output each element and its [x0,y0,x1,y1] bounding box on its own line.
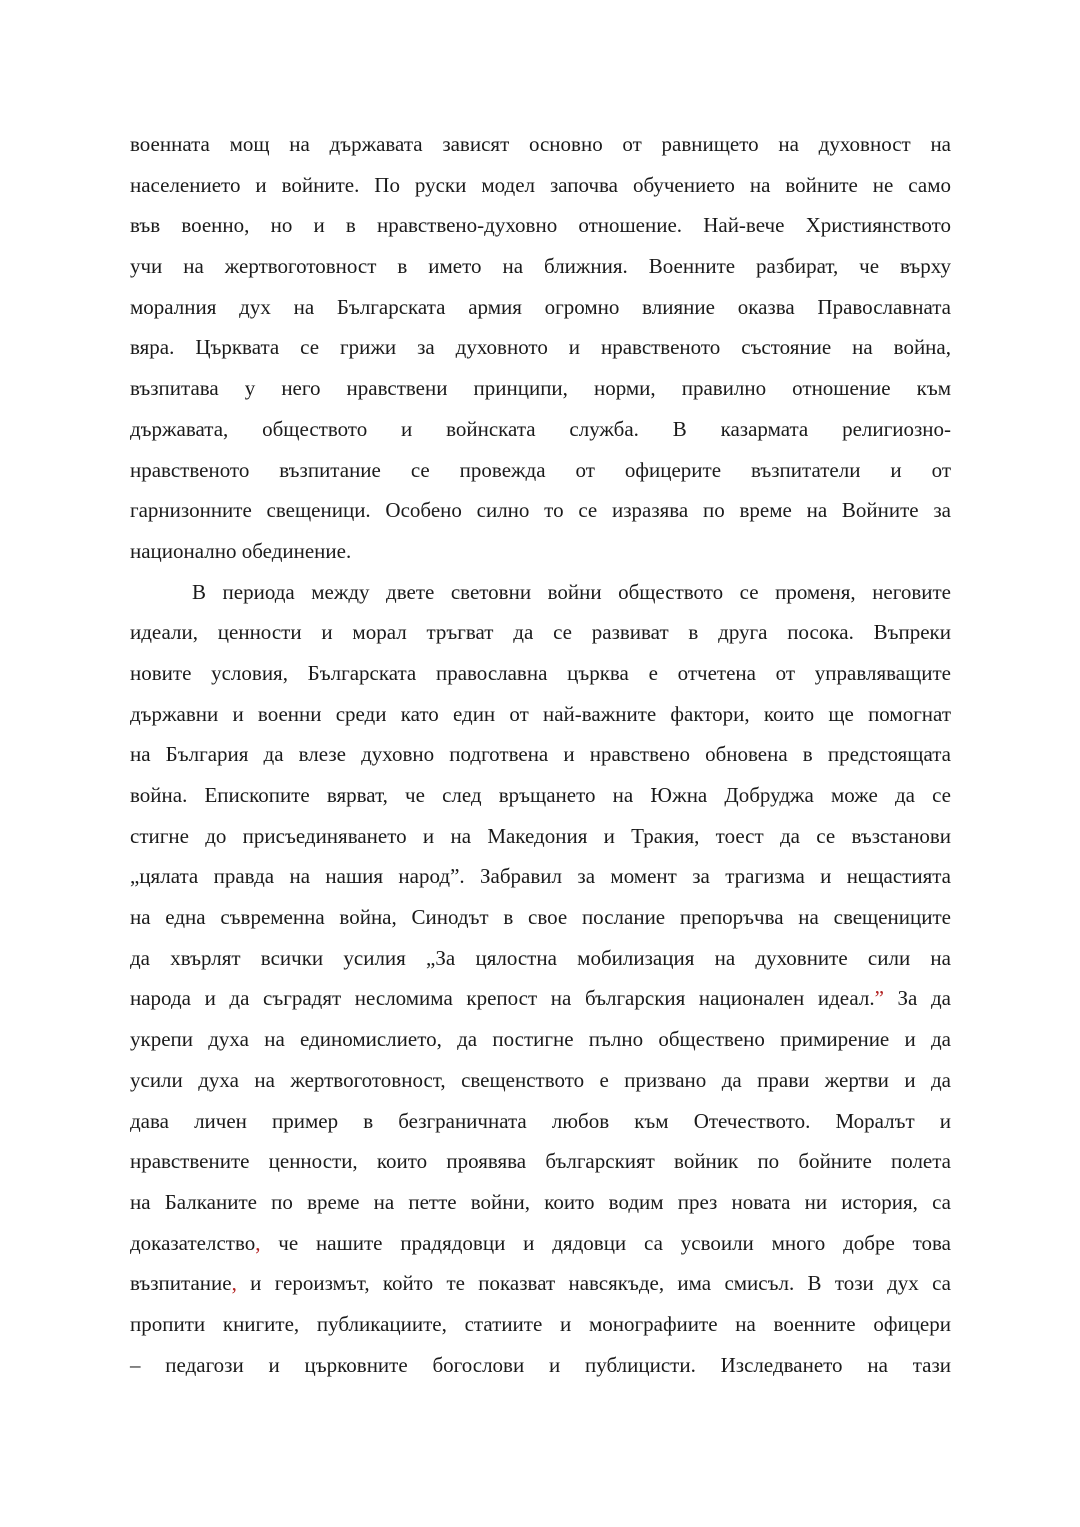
text-line: на една съвременна война, Синодът в свое послание препоръчва на свещениците [130,905,951,930]
text-line: учи на жертвоготовност в името на ближния. Военните разбират, че върху [130,254,951,279]
body-text [130,124,951,1385]
text-line: В периода между двете световни войни обществото се променя, неговите [192,579,951,604]
text-line: идеали, ценности и морал тръгват да се развиват в друга посока. Въпреки [130,620,951,645]
text-segment: За да [883,986,951,1011]
paragraph-1 [130,124,951,572]
text-line: нравственото възпитание се провежда от офицерите възпитатели и от [130,457,951,482]
text-line: военната мощ на държавата зависят основно от равнището на духовност на [130,132,951,156]
text-line: пропити книгите, публикациите, статиите и монографиите на военните офицери [130,1311,951,1336]
text-line: укрепи духа на единомислието, да постигне пълно обществено примирение и да [130,1027,951,1052]
text-line: населението и войните. По руски модел започва обучението на войните не само [130,172,951,197]
text-line: на Балканите по време на петте войни, които водим през новата ни история, са [130,1189,951,1214]
text-line [130,978,951,1019]
text-line: държавата, обществото и войнската служба. В казармата религиозно- [130,416,951,441]
text-line: стигне до присъединяването и на Македония и Тракия, тоест да се възстанови [130,823,951,848]
text-line: вяра. Църквата се грижи за духовното и нравственото състояние на война, [130,335,951,360]
text-line: „цялата правда на нашия народ”. Забравил за момент за трагизма и нещастията [130,864,951,889]
text-segment: че нашите прадядовци и дядовци са усвоили много добре това [260,1230,951,1255]
text-line: моралния дух на Българската армия огромно влияние оказва Православната [130,294,951,319]
closing-quote-mark: ” [874,986,884,1011]
paragraph-2 [130,572,951,1386]
text-line: нравствените ценности, които проявява българският войник по бойните полета [130,1149,951,1174]
text-line: държавни и военни среди като един от най-важните фактори, които ще помогнат [130,701,951,726]
text-line [130,1223,951,1264]
text-segment: възпитание [130,1271,232,1296]
highlighted-comma: , [255,1230,261,1255]
text-line: във военно, но и в нравствено-духовно отношение. Най-вече Християнството [130,213,951,238]
text-line: възпитава у него нравствени принципи, норми, правилно отношение към [130,376,951,401]
text-line [130,1263,951,1304]
text-segment: народа и да съградят несломима крепост на българския национален идеал. [130,986,875,1011]
text-line: гарнизонните свещеници. Особено силно то се изразява по време на Войните за [130,498,951,523]
highlighted-comma: , [231,1271,237,1296]
text-line: усили духа на жертвоготовност, свещенството е призвано да прави жертви и да [130,1067,951,1092]
text-segment: и героизмът, който те показват навсякъде, има смисъл. В този дух са [236,1271,951,1296]
text-line: дава личен пример в безграничната любов към Отечеството. Моралът и [130,1108,951,1133]
text-line: на България да влезе духовно подготвена и нравствено обновена в предстоящата [130,742,951,767]
text-line: да хвърлят всички усилия „За цялостна мобилизация на духовните сили на [130,945,951,970]
text-line: национално обединение. [130,538,352,563]
text-segment: доказателство [130,1230,256,1255]
text-line: новите условия, Българската православна църква е отчетена от управляващите [130,660,951,685]
text-line: – педагози и църковните богослови и публицисти. Изследването на тази [130,1352,951,1377]
text-line: война. Епископите вярват, че след връщането на Южна Добруджа може да се [130,783,951,807]
